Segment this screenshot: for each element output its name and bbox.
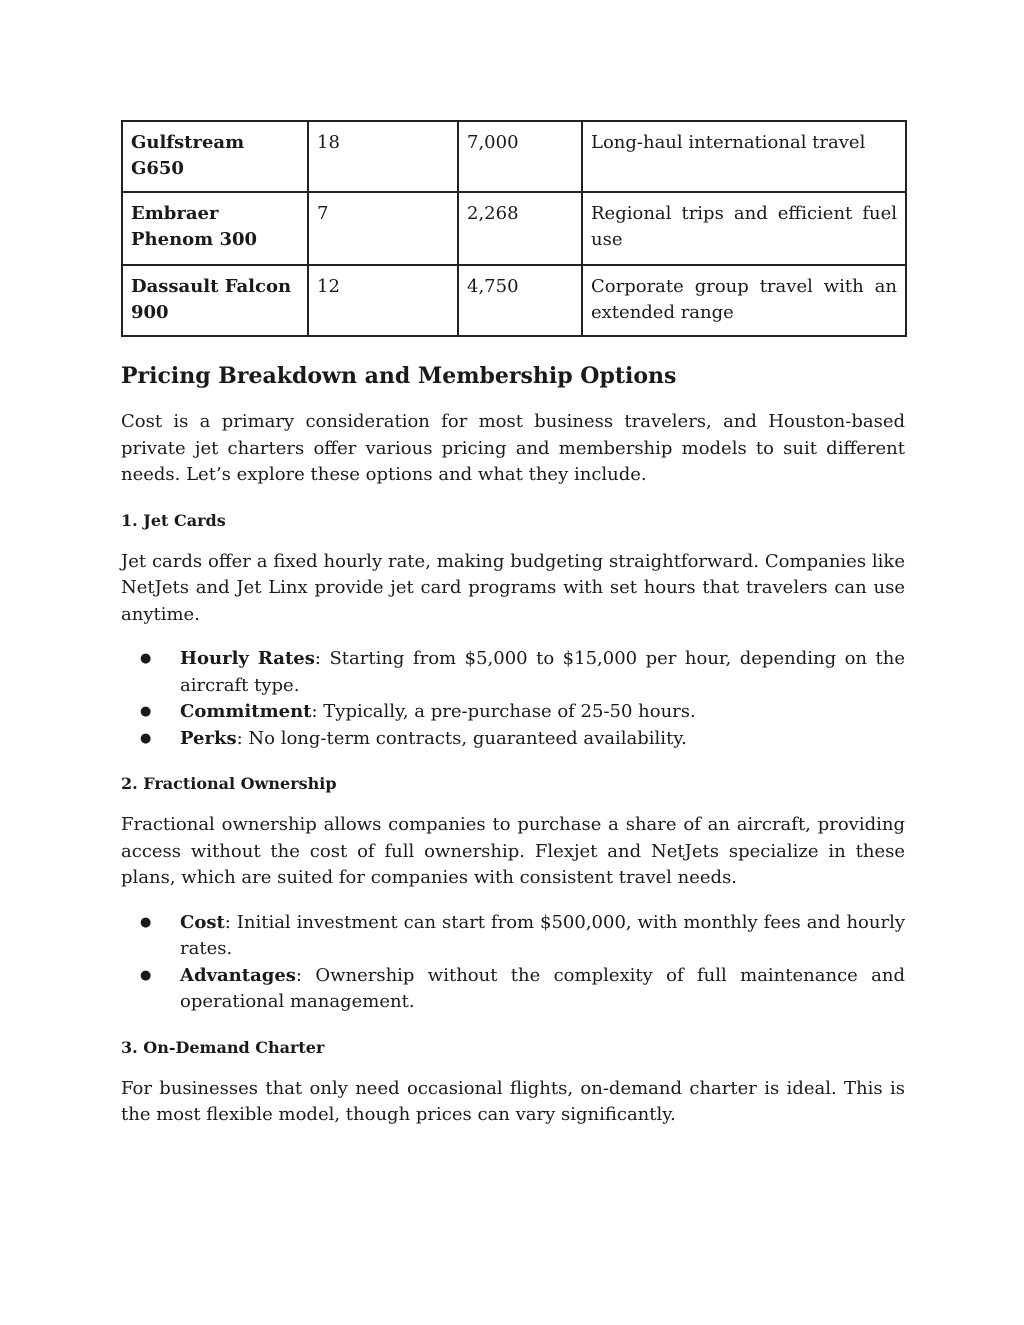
bullet-label: Hourly Rates [180, 648, 315, 669]
use-case-cell: Long-haul international travel [582, 121, 906, 192]
jet-cards-paragraph: Jet cards offer a fixed hourly rate, making budgeting straightforward. Companies like NetJets and Jet Linx provide jet card programs with set hours that travelers can use anytime. [121, 550, 905, 625]
bullet-label: Commitment [180, 701, 312, 722]
seats-cell: 12 [308, 265, 458, 336]
table-row [122, 265, 906, 336]
list-item [121, 963, 905, 1016]
bullet-icon: ● [140, 967, 152, 983]
bullet-text: : Initial investment can start from $500,000, with monthly fees and hourly rates. [180, 911, 905, 959]
bullet-icon: ● [140, 730, 152, 746]
table-row [122, 192, 906, 265]
fractional-heading: 2. Fractional Ownership [121, 774, 337, 793]
use-case-cell: Regional trips and efficient fuel use [582, 192, 906, 265]
on-demand-heading: 3. On-Demand Charter [121, 1037, 325, 1057]
bullet-icon: ● [140, 914, 152, 930]
bullet-icon: ● [140, 651, 152, 666]
list-item [121, 699, 905, 726]
bullet-text: : Typically, a pre-purchase of 25-50 hours. [311, 701, 696, 722]
section-title: Pricing Breakdown and Membership Options [121, 363, 677, 389]
bullet-label: Cost [180, 911, 225, 933]
list-item [121, 726, 905, 753]
table-row [122, 121, 906, 192]
seats-cell: 7 [308, 192, 458, 265]
intro-paragraph: Cost is a primary consideration for most business travelers, and Houston-based private jet charters offer various pricing and membership models to suit different needs. Let’s explore these options and what they include. [121, 411, 905, 485]
use-case-cell: Corporate group travel with an extended range [582, 265, 906, 336]
aircraft-model-cell: Gulfstream G650 [122, 121, 308, 192]
aircraft-model-cell: Dassault Falcon 900 [122, 265, 308, 336]
fractional-paragraph: Fractional ownership allows companies to purchase a share of an aircraft, providing access without the cost of full ownership. Flexjet and NetJets specialize in these plans, which are suited for companies with consistent travel needs. [121, 814, 905, 888]
list-item [121, 646, 905, 699]
aircraft-model-cell: Embraer Phenom 300 [122, 192, 308, 265]
document-page [121, 120, 905, 1129]
bullet-label: Advantages [180, 964, 296, 986]
bullet-text: : Ownership without the complexity of full maintenance and operational management. [180, 964, 905, 1012]
jet-cards-heading: 1. Jet Cards [121, 510, 226, 530]
bullet-text: : Starting from $5,000 to $15,000 per hour, depending on the aircraft type. [180, 648, 906, 696]
range-cell: 4,750 [458, 265, 582, 336]
on-demand-paragraph: For businesses that only need occasional flights, on-demand charter is ideal. This is the most flexible model, though prices can vary significantly. [121, 1077, 905, 1125]
list-item [121, 910, 905, 963]
aircraft-table [121, 120, 907, 337]
range-cell: 7,000 [458, 121, 582, 192]
jet-cards-list [121, 646, 905, 752]
bullet-label: Perks [180, 727, 237, 749]
range-cell: 2,268 [458, 192, 582, 265]
seats-cell: 18 [308, 121, 458, 192]
fractional-list [121, 910, 905, 1016]
bullet-text: : No long-term contracts, guaranteed availability. [236, 727, 687, 749]
bullet-icon: ● [140, 704, 152, 719]
